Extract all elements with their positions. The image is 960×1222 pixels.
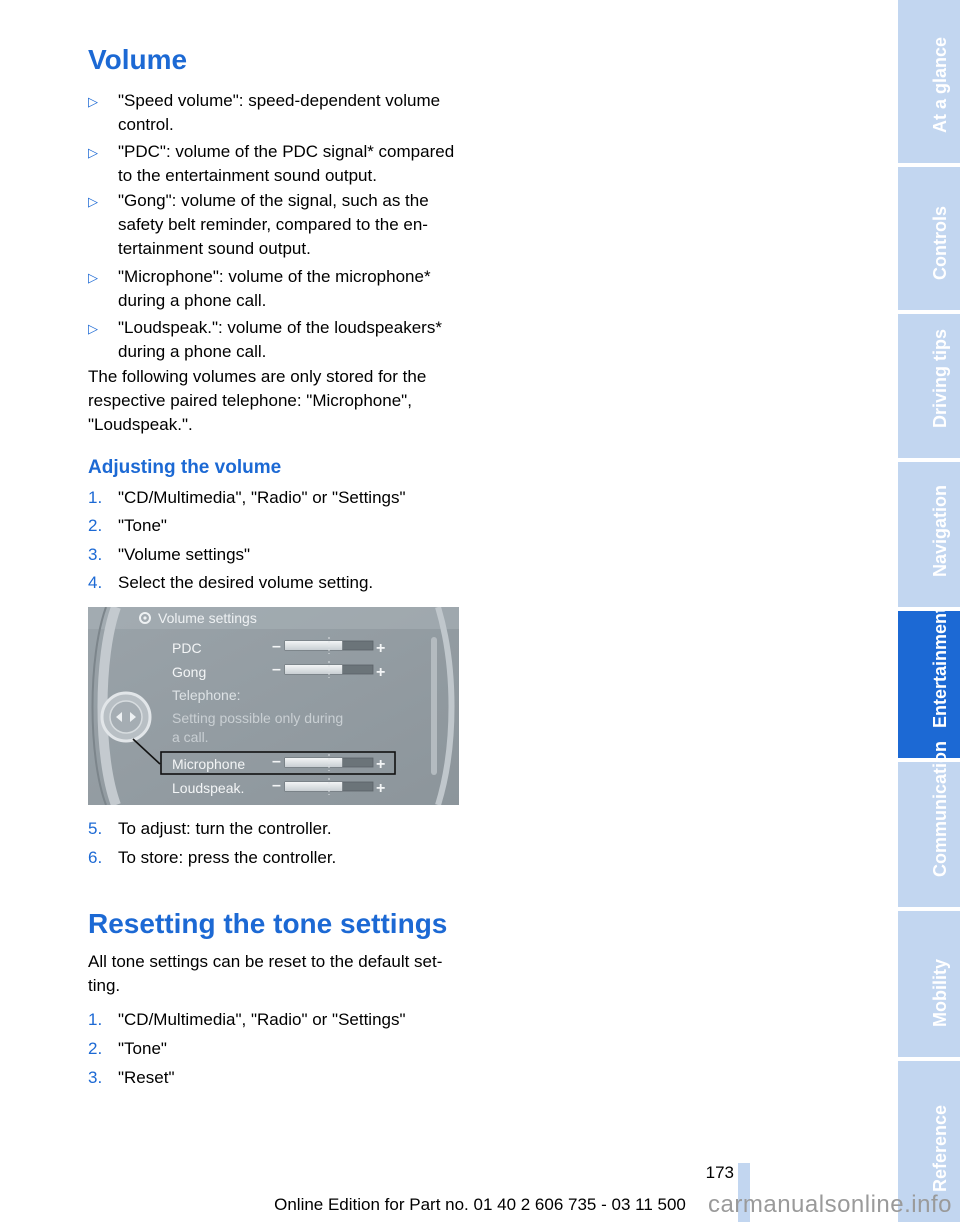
screen-row-label: Loudspeak. xyxy=(172,780,245,796)
tab-label: Entertainment xyxy=(930,606,950,728)
page-number: 173 xyxy=(705,1163,734,1182)
minus-icon: – xyxy=(272,638,281,655)
step-text: To adjust: turn the controller. xyxy=(118,819,332,838)
bullet-text: "Speed volume": speed-dependent volume control. xyxy=(118,91,441,134)
bullet-triangle-icon: ▷ xyxy=(88,94,98,109)
minus-icon: – xyxy=(272,661,281,678)
step-number: 3. xyxy=(88,1068,103,1087)
tab-mobility[interactable] xyxy=(898,911,960,1057)
telephone-info-line: a call. xyxy=(172,729,209,745)
step-number: 1. xyxy=(88,488,103,507)
list-item xyxy=(88,1066,473,1090)
telephone-label: Telephone: xyxy=(172,687,241,703)
list-item xyxy=(88,817,473,841)
tab-label: At a glance xyxy=(930,36,950,133)
tab-navigation[interactable] xyxy=(898,462,960,607)
section-heading-resetting: Resetting the tone settings xyxy=(88,908,448,939)
step-text: "CD/Multimedia", "Radio" or "Settings" xyxy=(118,1010,406,1029)
tab-at-a-glance[interactable] xyxy=(898,0,960,163)
footer-edition: Online Edition for Part no. 01 40 2 606 735 - 03 11 500 xyxy=(274,1195,686,1214)
list-item xyxy=(88,846,473,870)
step-text: Select the desired volume setting. xyxy=(118,573,374,592)
list-item xyxy=(88,189,473,261)
subheading-adjusting-volume: Adjusting the volume xyxy=(88,457,282,478)
step-text: "Tone" xyxy=(118,516,167,535)
screen-title: Volume settings xyxy=(158,610,257,626)
bullet-text: "PDC": volume of the PDC signal* compared to the entertainment sound output. xyxy=(118,142,455,185)
list-item xyxy=(88,486,473,510)
bullet-triangle-icon: ▷ xyxy=(88,194,98,209)
plus-icon: + xyxy=(376,640,386,657)
step-number: 3. xyxy=(88,545,103,564)
list-item xyxy=(88,1008,473,1032)
bullet-text: "Loudspeak.": volume of the loudspeakers* during a phone call. xyxy=(118,318,442,361)
tab-label: Reference xyxy=(930,1104,950,1192)
tab-label: Controls xyxy=(930,206,950,280)
volume-bar-fill xyxy=(285,782,342,791)
chapter-tabs xyxy=(898,0,960,1222)
list-item xyxy=(88,543,473,567)
bullet-triangle-icon: ▷ xyxy=(88,145,98,160)
step-text: "CD/Multimedia", "Radio" or "Settings" xyxy=(118,488,406,507)
resetting-intro: All tone settings can be reset to the default setting. xyxy=(88,952,443,995)
bullet-text: "Microphone": volume of the microphone* during a phone call. xyxy=(118,267,431,310)
list-item xyxy=(88,1037,473,1061)
section-heading-volume: Volume xyxy=(88,44,188,75)
volume-settings-screen-image xyxy=(88,607,459,805)
volume-bar-fill xyxy=(285,665,342,674)
bullet-text: "Gong": volume of the signal, such as the safety belt reminder, compared to the entertainment sound output. xyxy=(118,191,429,258)
step-number: 2. xyxy=(88,1039,103,1058)
screen-row-label: Microphone xyxy=(172,756,246,772)
step-number: 4. xyxy=(88,573,103,592)
bullet-triangle-icon: ▷ xyxy=(88,321,98,336)
screen-row-label: Gong xyxy=(172,664,207,680)
step-number: 1. xyxy=(88,1010,103,1029)
list-item xyxy=(88,514,473,538)
step-text: To store: press the controller. xyxy=(118,848,337,867)
list-item xyxy=(88,140,473,188)
tab-driving-tips[interactable] xyxy=(898,314,960,458)
volume-bar-fill xyxy=(285,758,342,767)
step-text: "Volume settings" xyxy=(118,545,251,564)
tab-controls[interactable] xyxy=(898,167,960,310)
plus-icon: + xyxy=(376,664,386,681)
minus-icon: – xyxy=(272,777,281,794)
step-number: 5. xyxy=(88,819,103,838)
list-item xyxy=(88,265,473,313)
plus-icon: + xyxy=(376,756,386,773)
list-item xyxy=(88,316,473,364)
tab-label: Driving tips xyxy=(930,328,950,428)
tab-label: Communication xyxy=(930,740,950,877)
tab-label: Navigation xyxy=(930,484,950,577)
watermark: carmanualsonline.info xyxy=(708,1191,952,1218)
volume-bar-fill xyxy=(285,641,342,650)
tab-entertainment[interactable] xyxy=(898,606,960,758)
list-item xyxy=(88,571,473,595)
step-text: "Reset" xyxy=(118,1068,175,1087)
plus-icon: + xyxy=(376,780,386,797)
telephone-info-line: Setting possible only during xyxy=(172,710,344,726)
tab-label: Mobility xyxy=(930,959,950,1027)
bullet-triangle-icon: ▷ xyxy=(88,270,98,285)
stored-volumes-note: The following volumes are only stored for the respective paired telephone: "Microphone", "Loudspeak.". xyxy=(88,367,427,434)
list-item xyxy=(88,89,473,137)
step-number: 6. xyxy=(88,848,103,867)
minus-icon: – xyxy=(272,753,281,770)
screen-row-label: PDC xyxy=(172,640,202,656)
step-text: "Tone" xyxy=(118,1039,167,1058)
step-number: 2. xyxy=(88,516,103,535)
tab-communication[interactable] xyxy=(898,740,960,907)
